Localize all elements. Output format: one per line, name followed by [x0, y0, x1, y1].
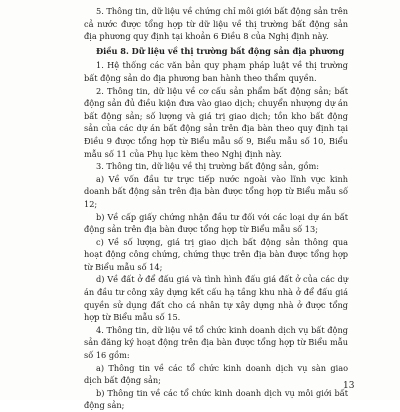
clause-3a: a) Về vốn đầu tư trực tiếp nước ngoài vào lĩnh vực kinh doanh bất động sản trên địa bàn được tổng hợp từ Biểu mẫu số 12; — [84, 173, 348, 209]
clause-2: 2. Thông tin, dữ liệu về cơ cấu sản phẩm bất động sản; bất động sản đủ điều kiện đưa vào giao dịch; chuyển nhượng dự án bất động sản; số lượng và giá trị giao dịch; tồn kho bất động sản của các dự án bất động sản trên địa bàn theo quy định tại Điều 9 được tổng hợp từ Biểu mẫu số 9, Biểu mẫu số 10, Biểu mẫu số 11 của Phụ lục kèm theo Nghị định này. — [84, 85, 348, 159]
article-heading: Điều 8. Dữ liệu về thị trường bất động sản địa phương — [96, 45, 345, 56]
clause-3b: b) Về cấp giấy chứng nhận đầu tư đối với các loại dự án bất động sản trên địa bàn được tổng hợp từ Biểu mẫu số 13; — [84, 211, 348, 235]
body-text — [84, 5, 348, 412]
clause-4: 4. Thông tin, dữ liệu về tổ chức kinh doanh dịch vụ bất động sản đăng ký hoạt động trên địa bàn được tổng hợp từ Biểu mẫu số 16 gồm: — [84, 324, 348, 361]
clause-3c: c) Về số lượng, giá trị giao dịch bất động sản thông qua hoạt động công chứng, chứng thực trên địa bàn được tổng hợp từ Biểu mẫu số 14; — [84, 236, 348, 272]
clause-4a: a) Thông tin về các tổ chức kinh doanh dịch vụ sàn giao dịch bất động sản; — [84, 362, 348, 386]
clause-3: 3. Thông tin, dữ liệu về thị trường bất động sản, gồm: — [96, 161, 320, 172]
clause-3d: d) Về đất ở để đấu giá và tình hình đấu giá đất ở của các dự án đầu tư công xây dựng kết cấu hạ tầng khu nhà ở để đấu giá quyền sử dụng đất cho cá nhân tự xây dựng nhà ở được tổng hợp từ Biểu mẫu số 15. — [84, 274, 348, 323]
clause-1: 1. Hệ thống các văn bản quy phạm pháp luật về thị trường bất động sản do địa phương ban hành theo thẩm quyền. — [84, 60, 348, 83]
clause-4b: b) Thông tin về các tổ chức kinh doanh dịch vụ môi giới bất động sản; — [84, 387, 348, 411]
page-number: 13 — [343, 381, 355, 391]
paragraph-5: 5. Thông tin, dữ liệu về chứng chỉ môi giới bất động sản trên cả nước được tổng hợp từ dữ liệu về thị trường bất động sản địa phương quy định tại khoản 6 Điều 8 của Nghị định này. — [84, 6, 348, 42]
